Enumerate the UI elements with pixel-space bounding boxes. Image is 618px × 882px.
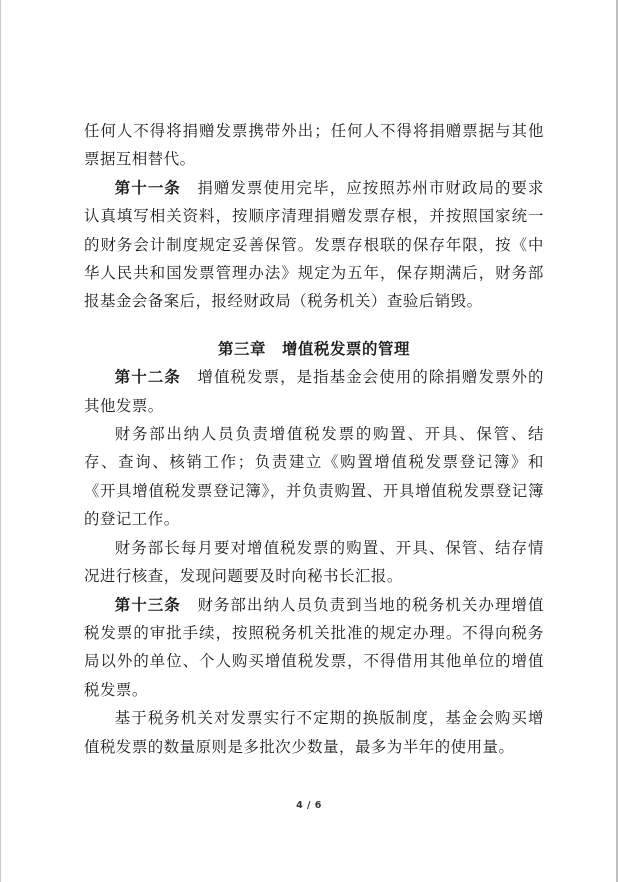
article-13-heading: 第十三条 <box>114 595 181 614</box>
page-border-left <box>0 0 1 882</box>
page-number: 4 / 6 <box>296 800 322 811</box>
paragraph-purchase-quantity: 基于税务机关对发票实行不定期的换版制度，基金会购买增值税发票的数量原则是多批次少数量，最多为半年的使用量。 <box>84 709 544 756</box>
article-11-text: 捐赠发票使用完毕，应按照苏州市财政局的要求认真填写相关资料，按顺序清理捐赠发票存根，并按照国家统一的财务会计制度规定妥善保管。发票存根联的保存年限，按《中华人民共和国发票管理办法》规定为五年，保存期满后，财务部报基金会备案后，报经财政局（税务机关）查验后销毁。 <box>84 178 544 311</box>
article-11-heading: 第十一条 <box>114 178 181 197</box>
paragraph-donation-rules: 任何人不得将捐赠发票携带外出；任何人不得将捐赠票据与其他票据互相替代。 <box>84 122 544 169</box>
document-body <box>84 117 544 761</box>
article-12-text: 增值税发票，是指基金会使用的除捐赠发票外的其他发票。 <box>84 368 544 415</box>
article-13 <box>84 591 544 705</box>
chapter-3-title: 第三章 增值税发票的管理 <box>218 339 410 358</box>
article-12 <box>84 363 544 420</box>
article-12-heading: 第十二条 <box>114 368 181 387</box>
paragraph-monthly-review: 财务部长每月要对增值税发票的购置、开具、保管、结存情况进行核查，发现问题要及时向秘书长汇报。 <box>84 538 544 586</box>
article-11 <box>84 174 544 316</box>
paragraph-cashier-duties: 财务部出纳人员负责增值税发票的购置、开具、保管、结存、查询、核销工作；负责建立《购置增值税发票登记簿》和《开具增值税发票登记簿》，并负责购置、开具增值税发票登记簿的登记工作。 <box>84 425 544 529</box>
article-13-text: 财务部出纳人员负责到当地的税务机关办理增值税发票的审批手续，按照税务机关批准的规定办理。不得向税务局以外的单位、个人购买增值税发票，不得借用其他单位的增值税发票。 <box>84 595 544 699</box>
